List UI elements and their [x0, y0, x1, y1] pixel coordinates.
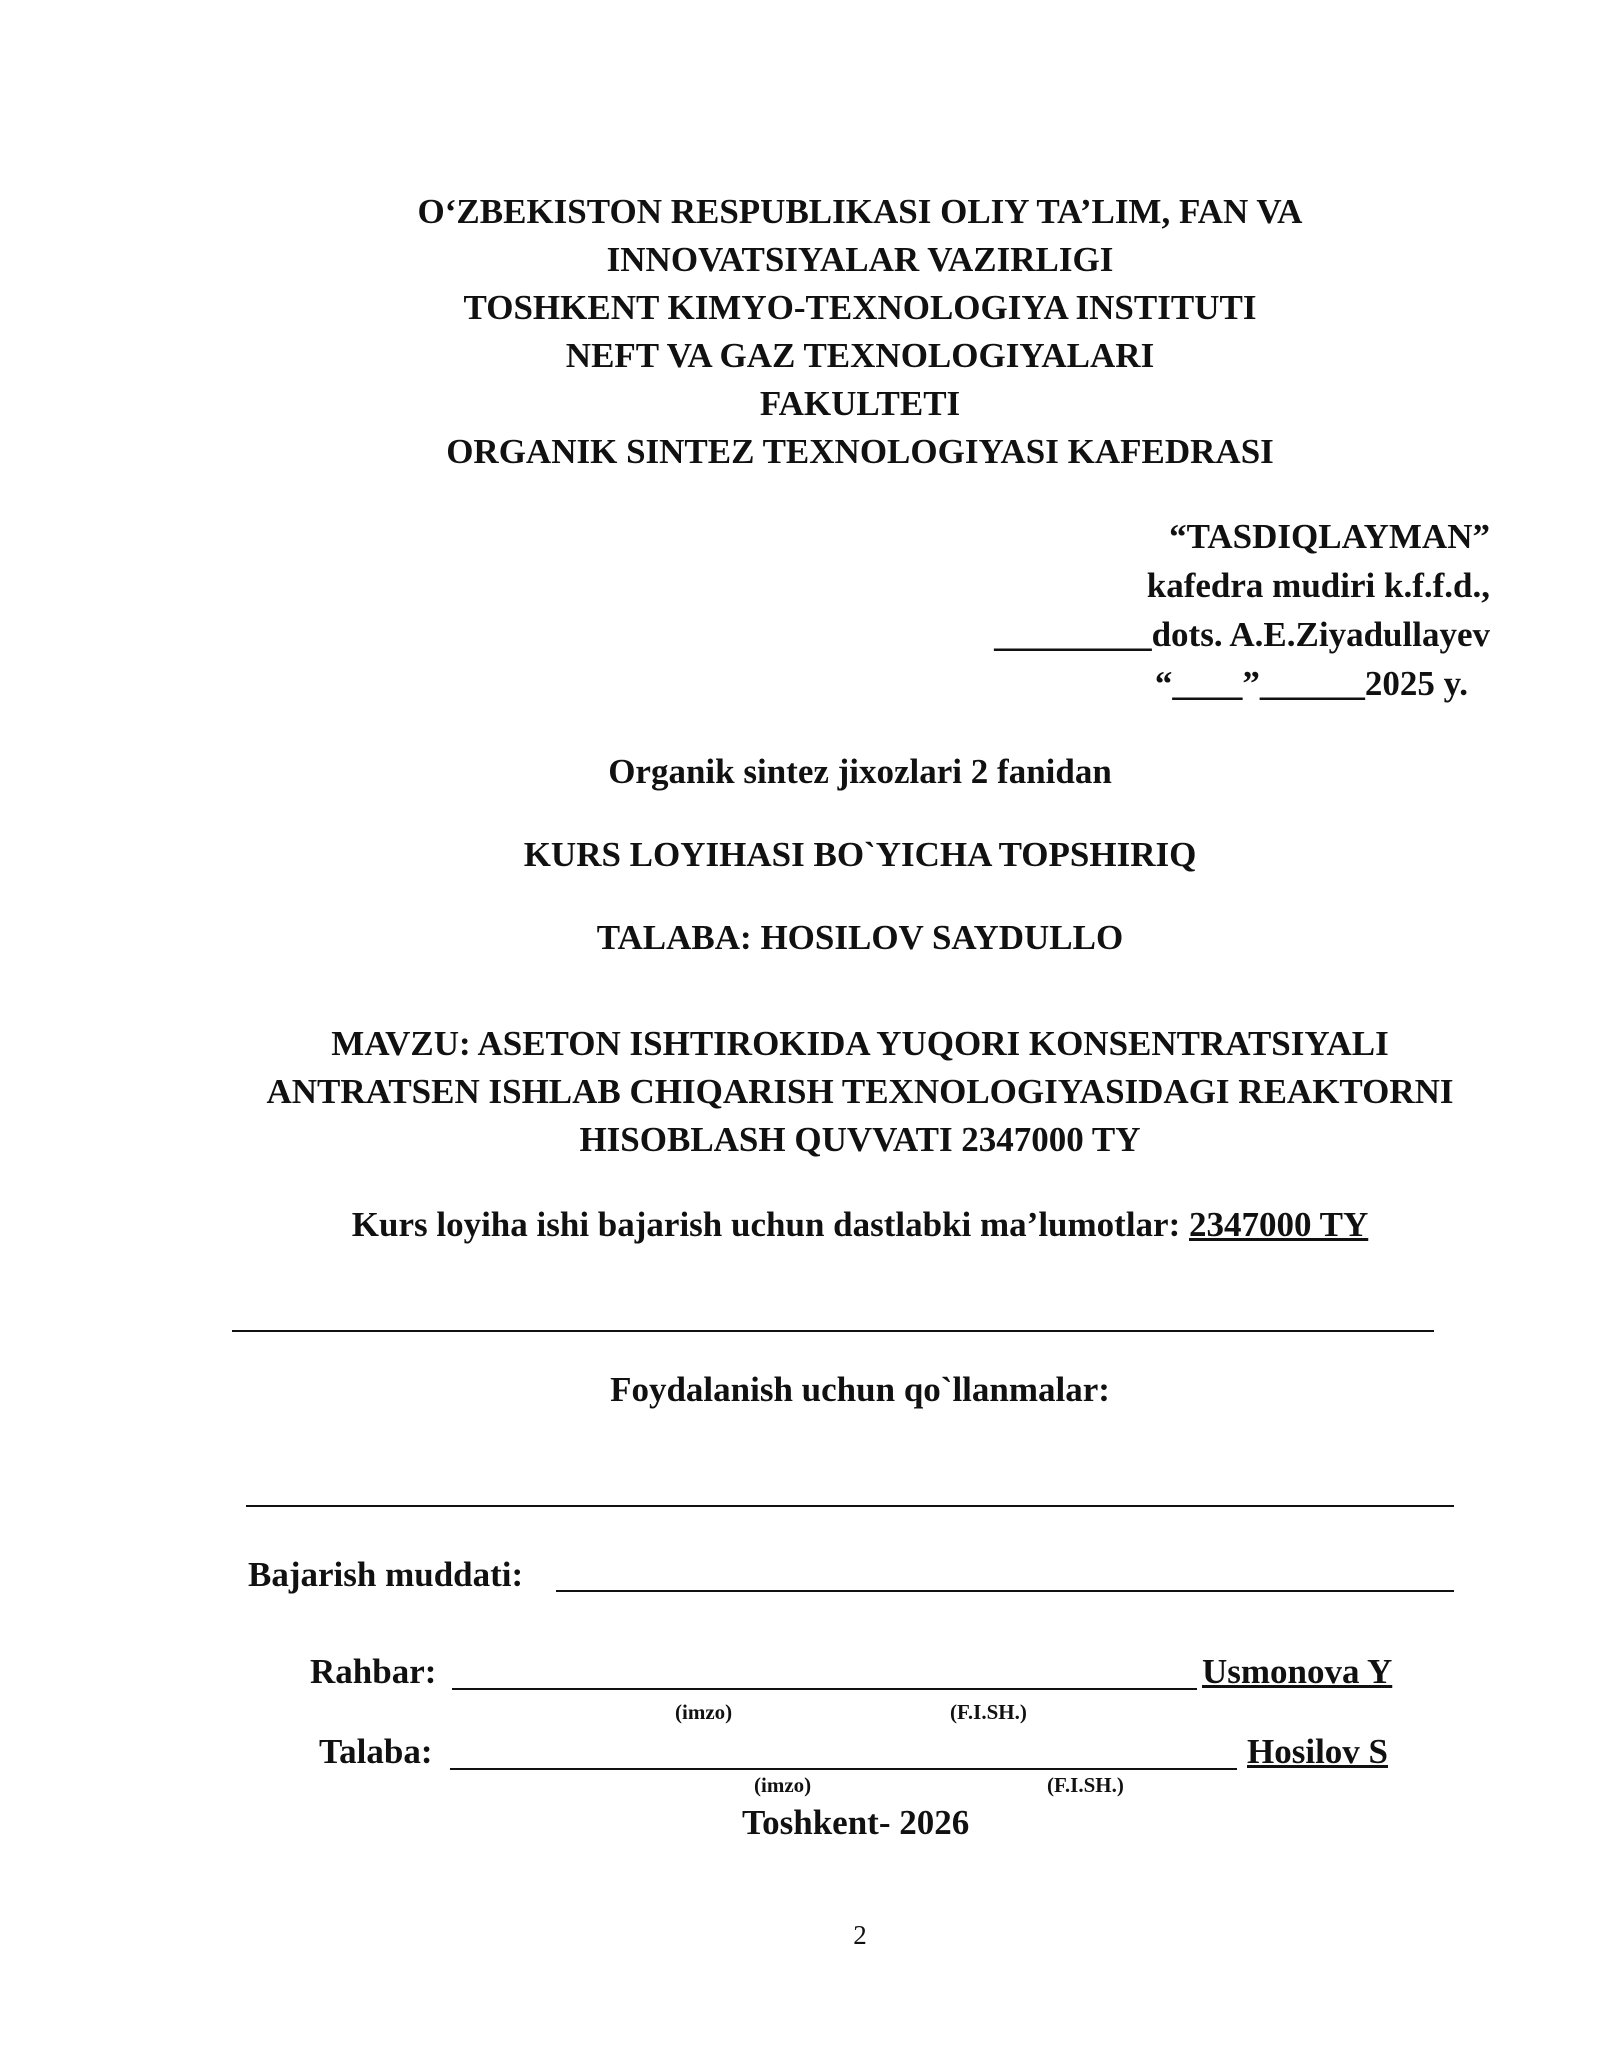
deadline-label: Bajarish muddati: [248, 1555, 524, 1594]
subject-line: Organik sintez jixozlari 2 fanidan [608, 752, 1112, 791]
topic-line-1: MAVZU: ASETON ISHTIROKIDA YUQORI KONSENTRATSIYALI [331, 1024, 1389, 1063]
header-line-institute: TOSHKENT KIMYO-TEXNOLOGIYA INSTITUTI [463, 288, 1257, 327]
manuals-blank-line [246, 1505, 1454, 1507]
assignment-title: KURS LOYIHASI BO`YICHA TOPSHIRIQ [523, 835, 1197, 874]
student-name: Hosilov S [1247, 1732, 1389, 1771]
approval-stamp-block [994, 512, 1490, 708]
approval-date: “____”______2025 y. [1154, 664, 1468, 703]
topic-line-2: ANTRATSEN ISHLAB CHIQARISH TEXNOLOGIYASIDAGI REAKTORNI [266, 1072, 1454, 1111]
student-signature-line [450, 1768, 1237, 1770]
topic-block [0, 1020, 1600, 1164]
initial-data-value: 2347000 TY [1189, 1205, 1369, 1244]
page-number: 2 [853, 1920, 867, 1950]
approval-position: kafedra mudiri k.f.f.d., [1146, 566, 1490, 605]
header-line-department: ORGANIK SINTEZ TEXNOLOGIYASI KAFEDRASI [446, 432, 1274, 471]
initial-data-line [0, 1205, 1600, 1245]
supervisor-name-caption: (F.I.SH.) [950, 1700, 1027, 1724]
supervisor-signature-line [452, 1688, 1197, 1690]
place-year: Toshkent- 2026 [742, 1803, 970, 1842]
student-label: Talaba: [319, 1732, 433, 1771]
approval-signer: _________dots. A.E.Ziyadullayev [994, 615, 1490, 654]
student-name-caption: (F.I.SH.) [1047, 1773, 1124, 1797]
initial-data-blank-line [232, 1330, 1434, 1332]
student-heading: TALABA: HOSILOV SAYDULLO [596, 918, 1124, 957]
topic-line-3: HISOBLASH QUVVATI 2347000 TY [579, 1120, 1141, 1159]
header-line-faculty-cont: FAKULTETI [759, 384, 961, 423]
header-line-ministry: O‘ZBEKISTON RESPUBLIKASI OLIY TA’LIM, FAN VA [417, 192, 1303, 231]
initial-data-label: Kurs loyiha ishi bajarish uchun dastlabki ma’lumotlar: [351, 1205, 1181, 1244]
manuals-label: Foydalanish uchun qo`llanmalar: [610, 1370, 1110, 1409]
approval-title: “TASDIQLAYMAN” [1169, 517, 1490, 556]
ministry-header [0, 188, 1600, 476]
supervisor-label: Rahbar: [310, 1652, 437, 1691]
header-line-faculty: NEFT VA GAZ TEXNOLOGIYALARI [565, 336, 1155, 375]
header-line-ministry-cont: INNOVATSIYALAR VAZIRLIGI [606, 240, 1114, 279]
supervisor-signature-caption: (imzo) [675, 1700, 733, 1724]
supervisor-name: Usmonova Y [1202, 1652, 1393, 1691]
student-signature-caption: (imzo) [754, 1773, 812, 1797]
deadline-blank-line [556, 1590, 1454, 1592]
